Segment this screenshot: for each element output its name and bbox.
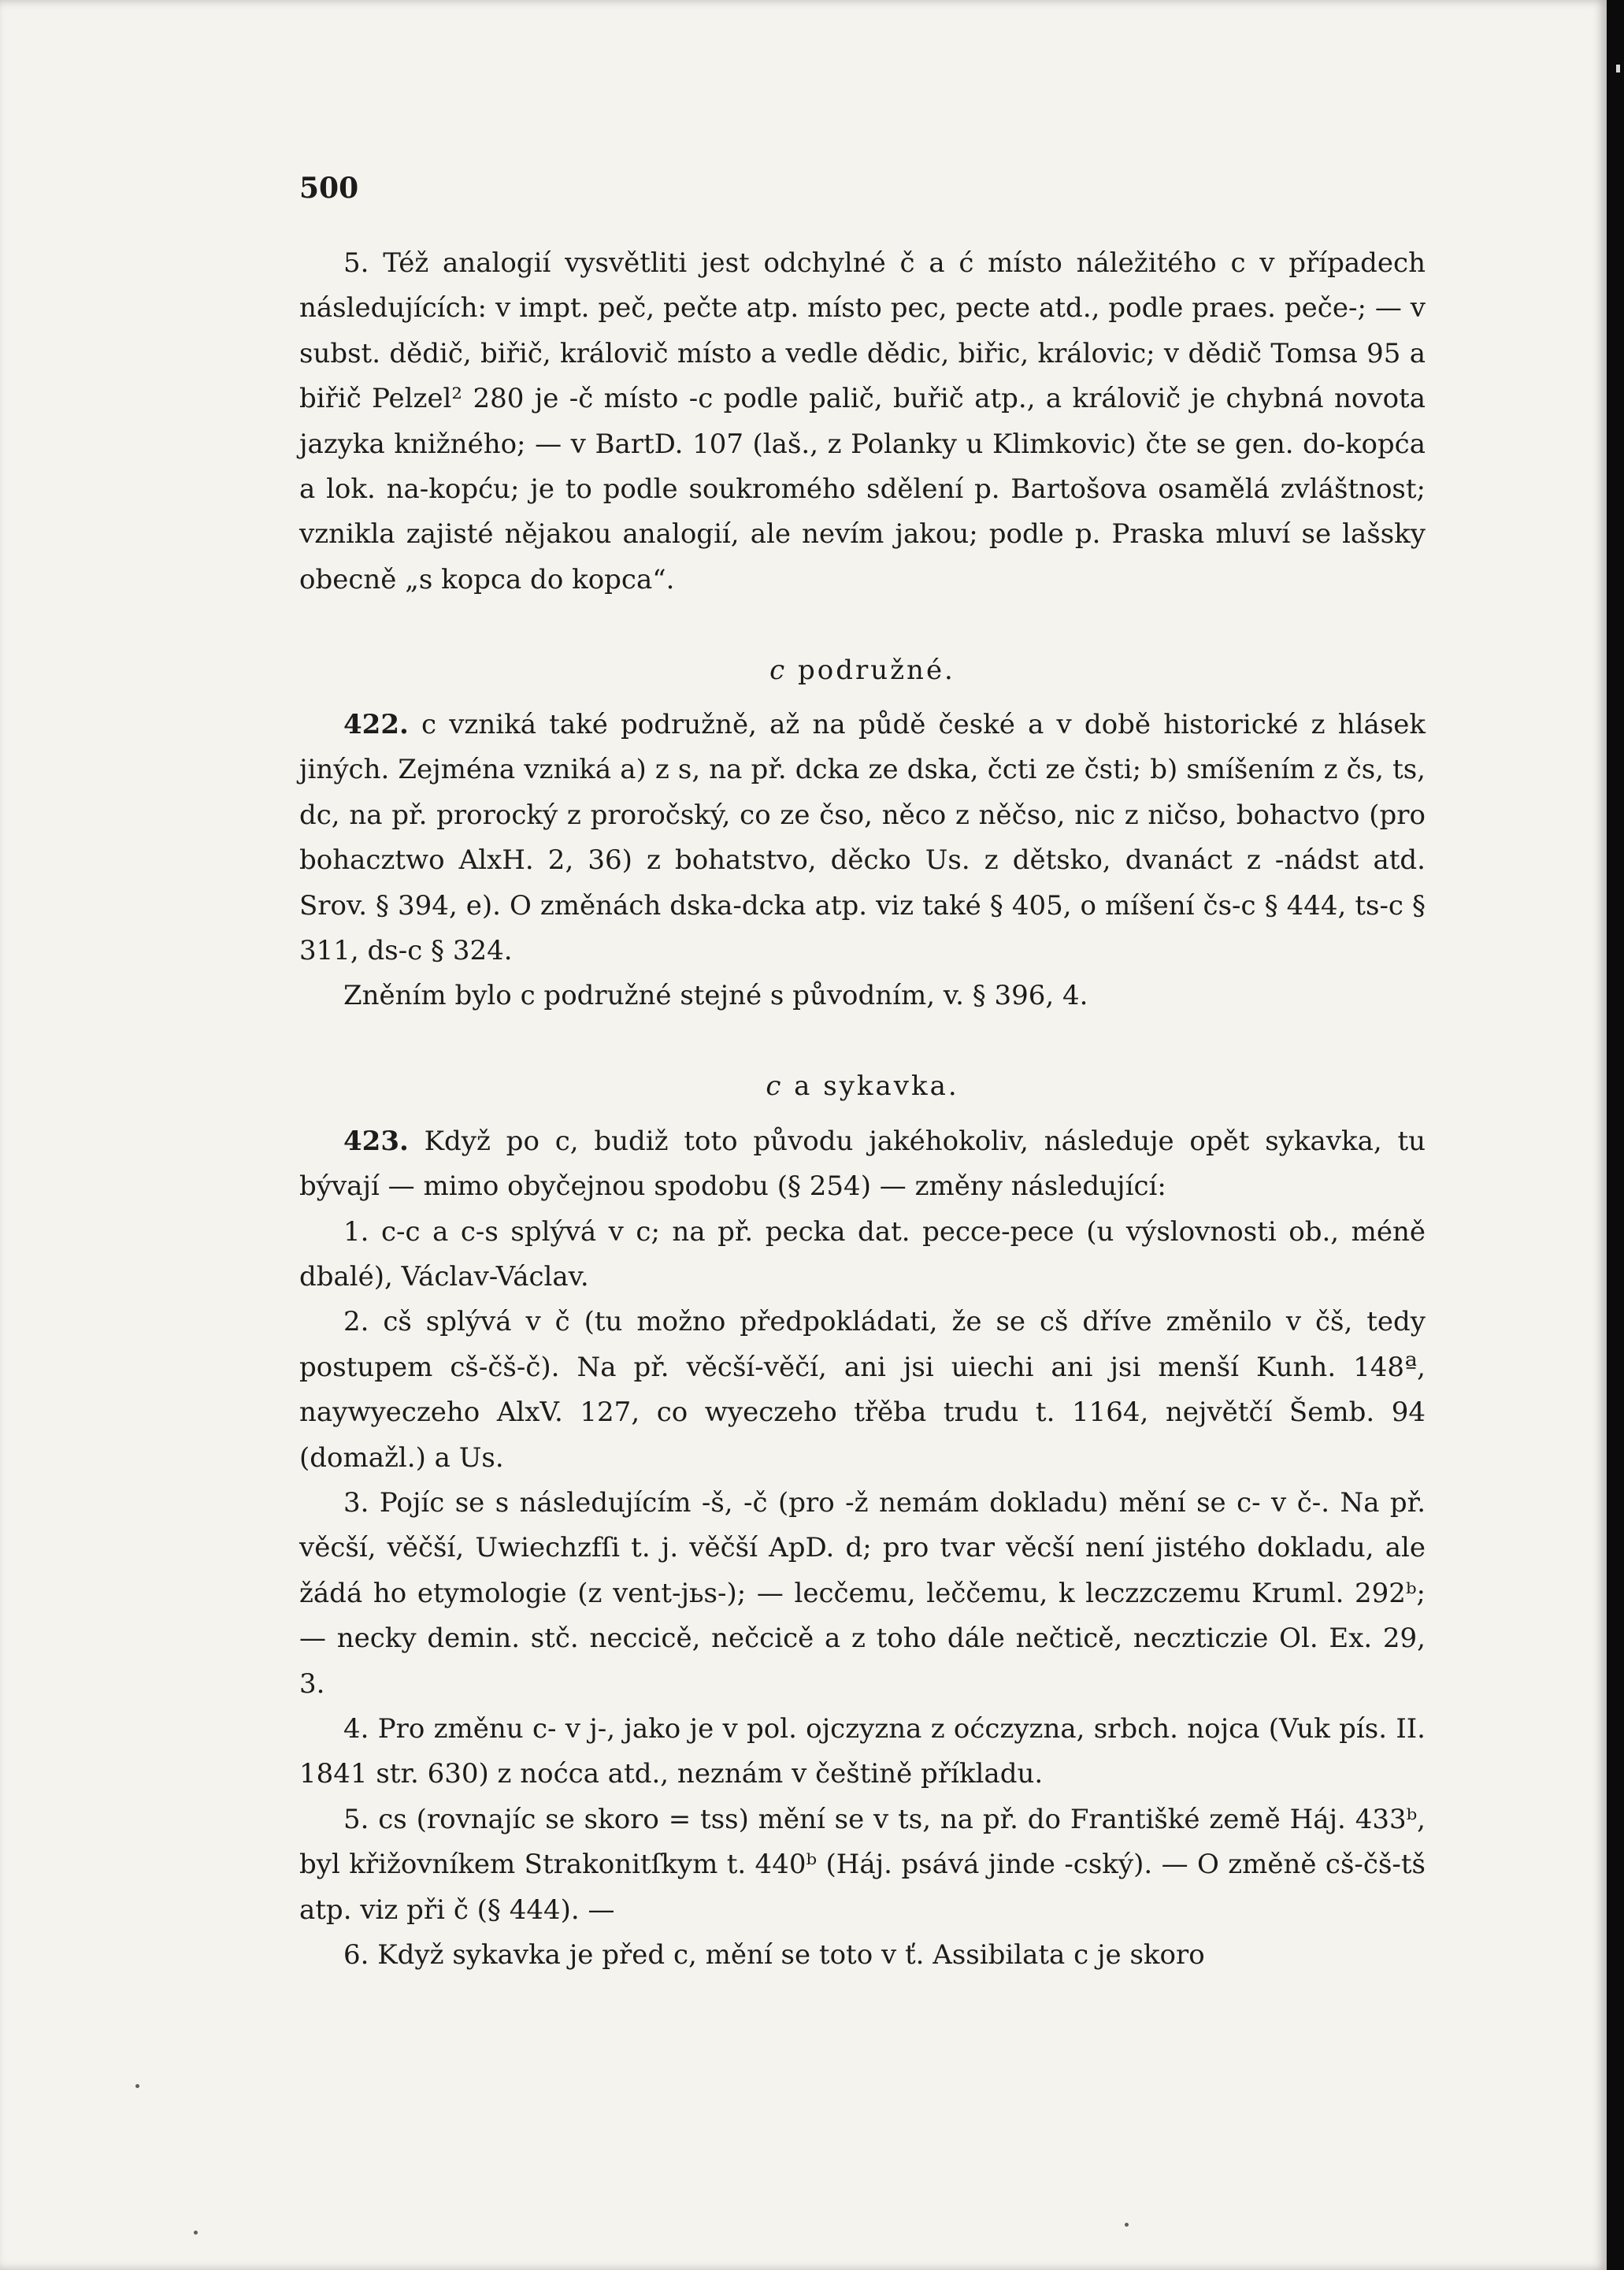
paragraph-423 [299,1119,1426,1210]
heading-letter: c [766,1070,784,1103]
paragraph-423-text: Když po c, budiž toto původu jakéhokoliv, následuje opět sykavka, tu bývají — mimo obyčejnou spodobu (§ 254) — změny následující: [299,1125,1426,1203]
list-item-2: 2. cš splývá v č (tu možno předpokládati, že se cš dříve změnilo v čš, tedy postupem cš-čš-č). Na př. věcší-věčí, ani jsi uiechi ani jsi menší Kunh. 148ª, naywyeczeho AlxV. 127, co wyeczeho třěba trudu t. 1164, největčí Šemb. 94 (domažl.) a Us. [299,1306,1426,1474]
section-heading-c-a-sykavka [299,1064,1426,1109]
section-heading-c-podruzne [299,648,1426,693]
dark-page-edge [1607,0,1624,2270]
paragraph-422-continued: Zněním bylo c podružné stejné s původním, v. § 396, 4. [343,980,1088,1012]
list-item-6: 6. Když sykavka je před c, mění se toto v ť. Assibilata c je skoro [343,1939,1205,1971]
heading-text: podružné. [787,654,955,686]
scan-speck [1125,2223,1129,2227]
list-item-3: 3. Pojíc se s následujícím -š, -č (pro -ž nemám dokladu) mění se c- v č-. Na př. věcší, věčší, Uwiechzfſi t. j. věčší ApD. d; pro tvar věcší není jistého dokladu, ale žádá ho etymologie (z vent-jьs-); — lecčemu, leččemu, k leczzczemu Kruml. 292ᵇ; — necky demin. stč. neccicě, nečcicě a z toho dále nečticě, neczticzie Ol. Ex. 29, 3. [299,1486,1426,1700]
page-text [299,173,1426,1978]
list-item-1: 1. c-c a c-s splývá v c; na př. pecka dat. pecce-pece (u výslovnosti ob., méně dbalé), Václav-Václav. [299,1215,1426,1293]
list-item-5: 5. cs (rovnajíc se skoro = tss) mění se v ts, na př. do Františké země Háj. 433ᵇ, byl křižovníkem Strakonitſkym t. 440ᵇ (Háj. psává jinde -cský). — O změně cš-čš-tš atp. viz při č (§ 444). — [299,1803,1426,1926]
section-number-422: 422. [343,709,409,741]
spacer [299,1019,1426,1064]
page-number: 500 [299,172,359,205]
spacer [299,603,1426,647]
heading-text: a sykavka. [783,1070,959,1103]
section-number-423: 423. [343,1125,409,1157]
heading-letter: c [769,654,788,686]
paragraph-422 [299,703,1426,974]
edge-mark [1616,65,1620,72]
paragraph-422-text: c vzniká také podružně, až na půdě české a v době historické z hlásek jiných. Zejména vzniká a) z s, na př. dcka ze dska, čcti ze čsti; b) smíšením z čs, ts, dc, na př. prorocký z proročský, co ze čso, něco z něčso, nic z ničso, bohactvo (pro bohacztwo AlxH. 2, 36) z bohatstvo, děcko Us. z dětsko, dvanáct z -nádst atd. Srov. § 394, e). O změnách dska-dcka atp. viz také § 405, o míšení čs-c § 444, ts-c § 311, ds-c § 324. [299,709,1426,967]
scan-speck [135,2084,139,2088]
scan-speck [194,2231,198,2235]
top-gap [299,173,1426,241]
list-item-4: 4. Pro změnu c- v j-, jako je v pol. ojczyzna z oćczyzna, srbch. nojca (Vuk pís. II. 1841 str. 630) z noćca atd., neznám v češtině příkladu. [299,1712,1426,1790]
paragraph-5: 5. Též analogií vysvětliti jest odchylné č a ć místo náležitého c v případech následujících: v impt. peč, pečte atp. místo pec, pecte atd., podle praes. peče-; — v subst. dědič, biřič, královič místo a vedle dědic, biřic, královic; v dědič Tomsa 95 a biřič Pelzel² 280 je -č místo -c podle palič, buřič atp., a královič je chybná novota jazyka knižného; — v BartD. 107 (laš., z Polanky u Klimkovic) čte se gen. do-kopća a lok. na-kopću; je to podle soukromého sdělení p. Bartošova osamělá zvláštnost; vznikla zajisté nějakou analogií, ale nevím jakou; podle p. Praska mluví se lašsky obecně „s kopca do kopca“. [299,247,1426,595]
